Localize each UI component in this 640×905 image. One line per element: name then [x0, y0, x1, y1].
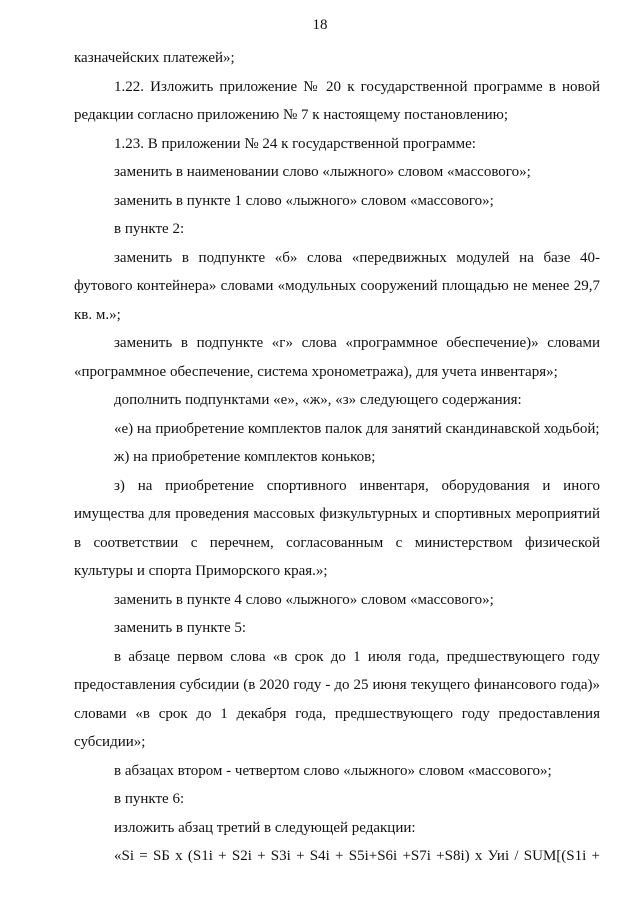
- paragraph: 1.22. Изложить приложение № 20 к государственной программе в новой редакции согласно приложению № 7 к настоящему постановлению;: [74, 78, 600, 123]
- paragraph: дополнить подпунктами «е», «ж», «з» следующего содержания:: [114, 392, 522, 408]
- paragraph: заменить в наименовании слово «лыжного» словом «массового»;: [114, 164, 531, 180]
- paragraph: з) на приобретение спортивного инвентаря, оборудования и иного имущества для проведения массовых физкультурных и спортивных мероприятий в соответствии с перечнем, согласованным с министерством физической культуры и спорта Приморского края.»;: [74, 477, 600, 579]
- document-body: [74, 44, 600, 871]
- paragraph: заменить в пункте 5:: [114, 620, 247, 636]
- paragraph: казначейских платежей»;: [74, 50, 235, 66]
- paragraph: изложить абзац третий в следующей редакции:: [114, 819, 416, 836]
- formula-line: «Si = SБ х (S1i + S2i + S3i + S4i + S5i+S6i +S7i +S8i) х Уиi / SUM[(S1i +: [114, 848, 600, 864]
- paragraph: «е) на приобретение комплектов палок для занятий скандинавской ходьбой;: [114, 420, 600, 437]
- paragraph: 1.23. В приложении № 24 к государственной программе:: [114, 135, 476, 152]
- paragraph: ж) на приобретение комплектов коньков;: [114, 449, 376, 465]
- paragraph: заменить в пункте 1 слово «лыжного» словом «массового»;: [114, 192, 494, 209]
- paragraph: заменить в подпункте «г» слова «программное обеспечение)» словами «программное обеспечение, система хронометража), для учета инвентаря»;: [74, 335, 600, 380]
- paragraph: в пункте 6:: [114, 791, 185, 807]
- paragraph: заменить в подпункте «б» слова «передвижных модулей на базе 40-футового контейнера» словами «модульных сооружений площадью не менее 29,7 кв. м.»;: [74, 249, 600, 323]
- paragraph: в абзацах втором - четвертом слово «лыжного» словом «массового»;: [114, 762, 552, 779]
- paragraph: в абзаце первом слова «в срок до 1 июля года, предшествующего году предоставления субсидии (в 2020 году - до 25 июня текущего финансового года)» словами «в срок до 1 декабря года, предшествующего году предоставления субсидии»;: [74, 648, 600, 750]
- paragraph: в пункте 2:: [114, 221, 185, 237]
- page-number: 18: [312, 17, 328, 33]
- paragraph: заменить в пункте 4 слово «лыжного» словом «массового»;: [114, 591, 494, 608]
